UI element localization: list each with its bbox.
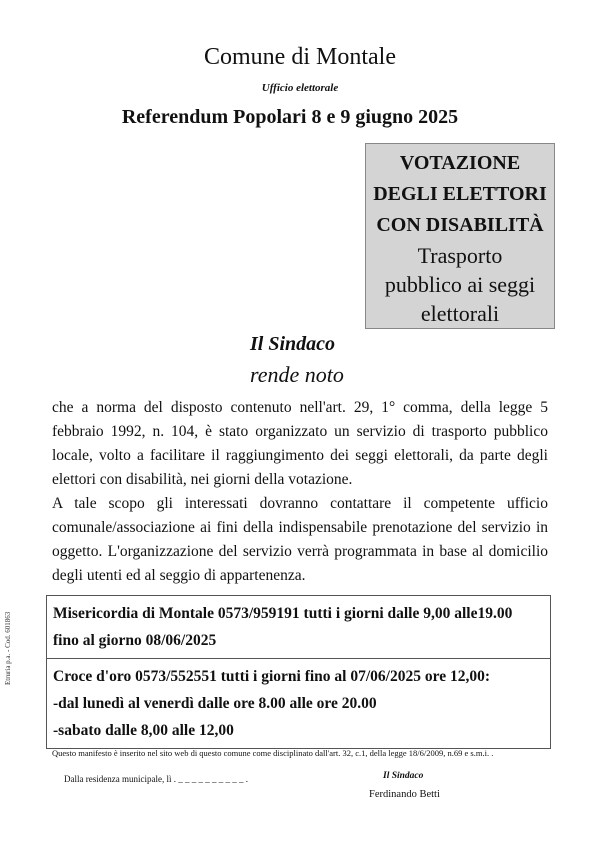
comune-title: Comune di Montale	[204, 44, 396, 70]
residenza-line: Dalla residenza municipale, lì . _ _ _ _ _ _ _ _ _ _ .	[64, 774, 248, 784]
box-subtitle-line: pubblico ai seggi	[384, 272, 536, 297]
printer-side-text: Etruria p.a. - Cod. 601863	[4, 611, 12, 685]
signature-name: Ferdinando Betti	[369, 789, 440, 800]
body-paragraph-1: che a norma del disposto contenuto nell'art. 29, 1° comma, della legge 5 febbraio 1992, n. 104, è stato organizzato un servizio di trasporto pubblico locale, volto a facilitare il raggiungimento dei seggi elettorali, da parte degli elettori con disabilità, nei giorni della votazione.	[52, 399, 548, 488]
contact-line: Croce d'oro 0573/552551 tutti i giorni fino al 07/06/2025 ore 12,00:	[53, 668, 490, 685]
box-subtitle-line: elettorali	[420, 301, 500, 326]
sindaco-heading: Il Sindaco	[250, 333, 336, 355]
box-subtitle-line: Trasporto	[417, 243, 503, 268]
box-title-line: VOTAZIONE	[399, 152, 521, 174]
box-title-line: CON DISABILITÀ	[376, 214, 544, 236]
rende-noto: rende noto	[250, 362, 344, 387]
footnote: Questo manifesto è inserito nel sito web di questo comune come disciplinato dall'art. 32, c.1, della legge 18/6/2009, n.69 e s.m.i. .	[52, 748, 494, 758]
contact-line: fino al giorno 08/06/2025	[53, 632, 217, 649]
box-title-line: DEGLI ELETTORI	[373, 183, 547, 205]
signature-title: Il Sindaco	[383, 771, 424, 781]
contact-line: Misericordia di Montale 0573/959191 tutti i giorni dalle 9,00 alle19.00	[53, 605, 513, 622]
contact-misericordia	[47, 596, 550, 658]
contacts-table	[46, 595, 551, 749]
referendum-heading: Referendum Popolari 8 e 9 giugno 2025	[121, 106, 459, 128]
contact-croce-oro	[47, 658, 550, 748]
contact-line: -dal lunedì al venerdì dalle ore 8.00 alle ore 20.00	[53, 695, 377, 712]
title-box	[365, 143, 555, 329]
ufficio-subtitle: Ufficio elettorale	[261, 82, 339, 94]
body-paragraph-2: A tale scopo gli interessati dovranno contattare il competente ufficio comunale/associazione ai fini della indispensabile prenotazione del servizio in oggetto. L'organizzazione del servizio verrà programmata in base al domicilio degli utenti ed al seggio di appartenenza.	[52, 495, 548, 584]
contact-line: -sabato dalle 8,00 alle 12,00	[53, 722, 234, 739]
